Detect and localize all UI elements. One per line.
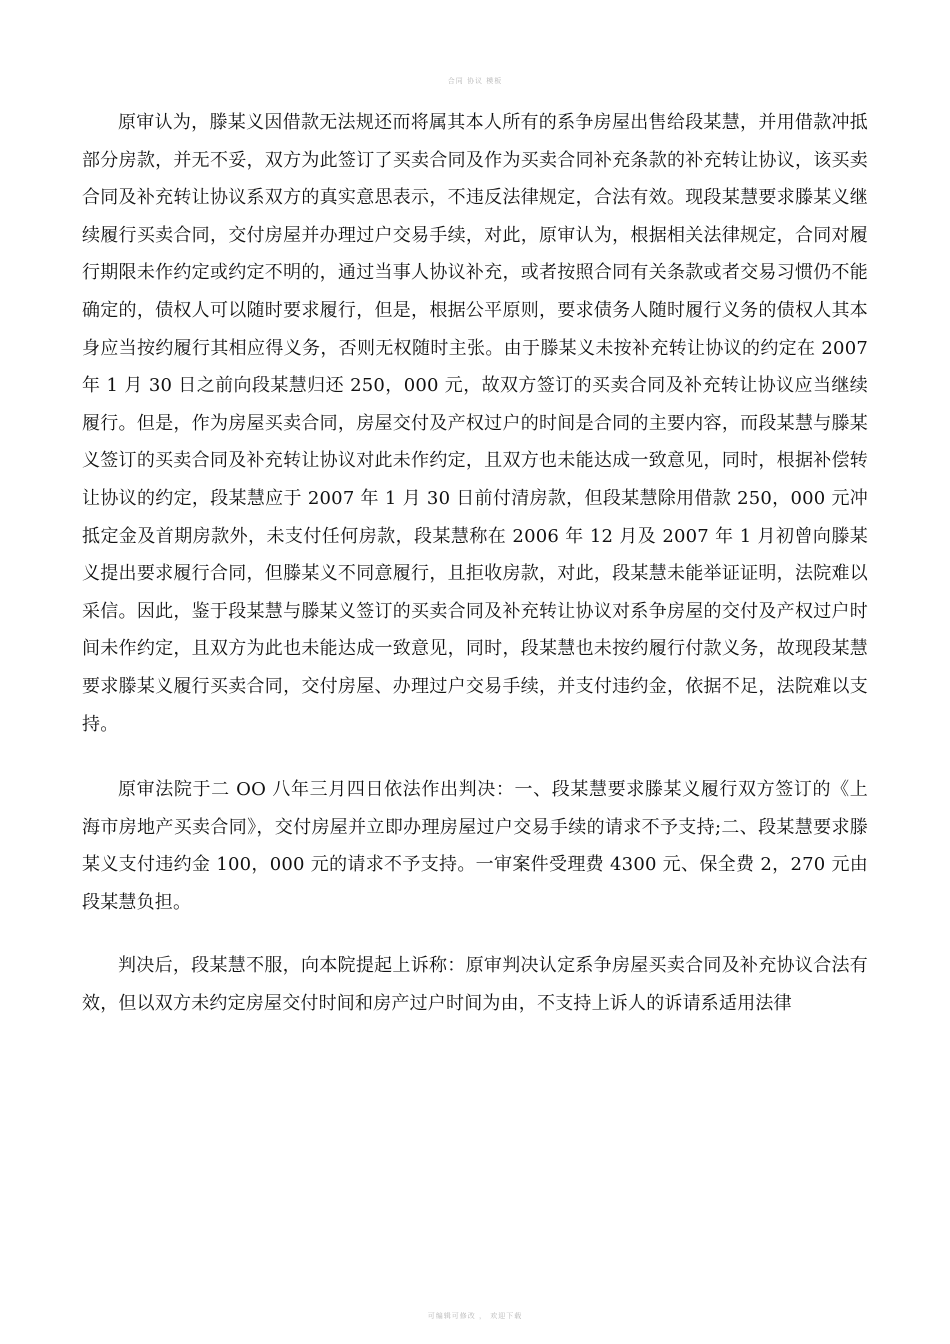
header-watermark: 合同 协议 模板	[447, 77, 503, 85]
paragraph-original-judgment-reasoning: 原审认为，滕某义因借款无法规还而将属其本人所有的系争房屋出售给段某慧，并用借款冲抵部分房款，并无不妥，双方为此签订了买卖合同及作为买卖合同补充条款的补充转让协议，该买卖合同及补充转让协议系双方的真实意思表示，不违反法律规定，合法有效。现段某慧要求滕某义继续履行买卖合同，交付房屋并办理过户交易手续，对此，原审认为，根据相关法律规定，合同对履行期限未作约定或约定不明的，通过当事人协议补充，或者按照合同有关条款或者交易习惯仍不能确定的，债权人可以随时要求履行，但是，根据公平原则，要求债务人随时履行义务的债权人其本身应当按约履行其相应得义务，否则无权随时主张。由于滕某义未按补充转让协议的约定在 2007 年 1 月 30 日之前向段某慧归还 250，000 元，故双方签订的买卖合同及补充转让协议应当继续履行。但是，作为房屋买卖合同，房屋交付及产权过户的时间是合同的主要内容，而段某慧与滕某义签订的买卖合同及补充转让协议对此未作约定，且双方也未能达成一致意见，同时，根据补偿转让协议的约定，段某慧应于 2007 年 1 月 30 日前付清房款，但段某慧除用借款 250，000 元冲抵定金及首期房款外，未支付任何房款，段某慧称在 2006 年 12 月及 2007 年 1 月初曾向滕某义提出要求履行合同，但滕某义不同意履行，且拒收房款，对此，段某慧未能举证证明，法院难以采信。因此，鉴于段某慧与滕某义签订的买卖合同及补充转让协议对系争房屋的交付及产权过户时间未作约定，且双方为此也未能达成一致意见，同时，段某慧也未按约履行付款义务，故现段某慧要求滕某义履行买卖合同，交付房屋、办理过户交易手续，并支付违约金，依据不足，法院难以支持。	[82, 112, 868, 735]
paragraph-original-verdict: 原审法院于二 OO 八年三月四日依法作出判决：一、段某慧要求滕某义履行双方签订的《上海市房地产买卖合同》，交付房屋并立即办理房屋过户交易手续的请求不予支持;二、段某慧要求滕某义支付违约金 100，000 元的请求不予支持。一审案件受理费 4300 元、保全费 2，270 元由段某慧负担。	[82, 779, 868, 913]
document-body	[82, 104, 868, 1023]
paragraph-appeal: 判决后，段某慧不服，向本院提起上诉称：原审判决认定系争房屋买卖合同及补充协议合法有效，但以双方未约定房屋交付时间和房产过户时间为由，不支持上诉人的诉请系适用法律	[82, 955, 868, 1015]
footer-watermark: 可编辑可修改 ， 欢迎下载	[427, 1312, 523, 1320]
